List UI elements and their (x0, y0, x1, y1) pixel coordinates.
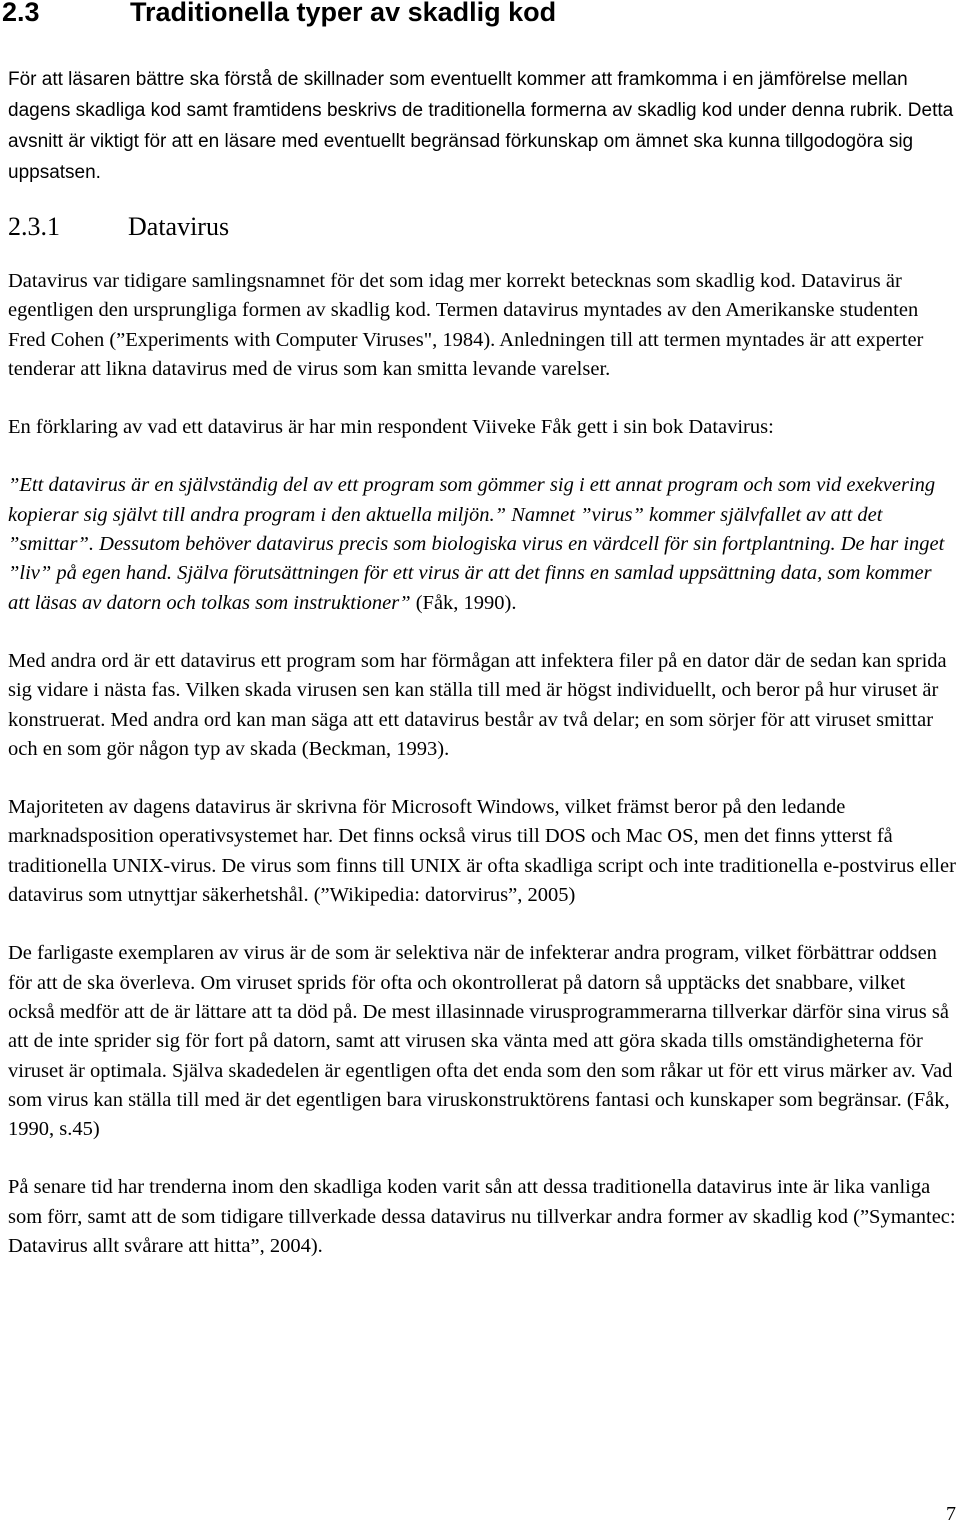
quote-text: ”Ett datavirus är en självständig del av ett program som gömmer sig i ett annat program och som vid exekvering kopierar sig självt till andra program i den aktuella miljön.” Namnet ”virus” kommer självfallet av att det ”smittar”. Dessutom behöver datavirus precis som biologiska virus en värdcell för sin fortplantning. De har inget ”liv” på egen hand. Själva förutsättningen för ett virus är att det finns en samlad uppsättning data, som kommer att läsas av datorn och tolkas som instruktioner” (8, 474, 945, 614)
paragraph-definition: Datavirus var tidigare samlingsnamnet för det som idag mer korrekt betecknas som skadlig kod. Datavirus är egentligen den ursprungliga formen av skadlig kod. Termen datavirus myntades av den Amerikanske studenten Fred Cohen (”Experiments with Computer Viruses", 1984). Anledningen till att termen myntades är att experter tenderar att likna datavirus med de virus som kan smitta levande varelser. (8, 270, 924, 380)
section-intro-paragraph: För att läsaren bättre ska förstå de skillnader som eventuellt kommer att framkomma i en jämförelse mellan dagens skadliga kod samt framtidens beskrivs de traditionella formerna av skadlig kod under denna rubrik. Detta avsnitt är viktigt för att en läsare med eventuellt begränsad förkunskap om ämnet ska kunna tillgodogöra sig uppsatsen. (8, 69, 954, 183)
page-number: 7 (946, 1503, 956, 1525)
subsection-heading (8, 209, 229, 245)
paragraph-windows: Majoriteten av dagens datavirus är skrivna för Microsoft Windows, vilket främst beror på den ledande marknadsposition operativsystemet har. Det finns också virus till DOS och Mac OS, men det finns ytterst få traditionella UNIX-virus. De virus som finns till UNIX är ofta skadliga script och inte traditionella e-postvirus eller datavirus som utnyttjar säkerhetshål. (”Wikipedia: datorvirus”, 2005) (8, 796, 956, 907)
subsection-title: Datavirus (128, 212, 230, 241)
section-number: 2.3 (2, 0, 40, 27)
subsection-number: 2.3.1 (8, 212, 60, 241)
block-quote (8, 471, 956, 617)
body-text (8, 267, 956, 1290)
paragraph-dangerous: De farligaste exemplaren av virus är de som är selektiva när de infekterar andra program, vilket förbättrar oddsen för att de ska överleva. Om viruset sprids för ofta och okontrollerat på datorn så upptäcks det snabbare, vilket också medför att de är lättare att ta död på. De mest illasinnade virusprogrammerarna tillverkar därför sina virus så att de inte sprider sig för fort på datorn, samt att virusen ska vänta med att göra skada tills omständigheterna för viruset är optimala. Själva skadedelen är egentligen ofta det enda som den som råkar ut för ett virus märker av. Vad som virus kan ställa till med är det egentligen bara viruskonstruktörens fantasi och kunskaper som begränsar. (Fåk, 1990, s.45) (8, 942, 953, 1141)
quote-citation: (Fåk, 1990). (410, 591, 517, 614)
section-heading (2, 0, 556, 30)
paragraph-trends: På senare tid har trenderna inom den skadliga koden varit sån att dessa traditionella datavirus inte är lika vanliga som förr, samt att de som tidigare tillverkade dessa datavirus nu tillverkar andra former av skadlig kod (”Symantec: Datavirus allt svårare att hitta”, 2004). (8, 1176, 956, 1258)
paragraph-other-words: Med andra ord är ett datavirus ett program som har förmågan att infektera filer på en dator där de sedan kan sprida sig vidare i nästa fas. Vilken skada virusen sen kan ställa till med är högst individuellt, och beror på hur viruset är konstruerat. Med andra ord kan man säga att ett datavirus består av två delar; en som sörjer för att viruset smittar och en som gör någon typ av skada (Beckman, 1993). (8, 649, 947, 760)
section-title: Traditionella typer av skadlig kod (130, 0, 557, 27)
paragraph-explanation-intro: En förklaring av vad ett datavirus är har min respondent Viiveke Fåk gett i sin bok Datavirus: (8, 416, 774, 439)
